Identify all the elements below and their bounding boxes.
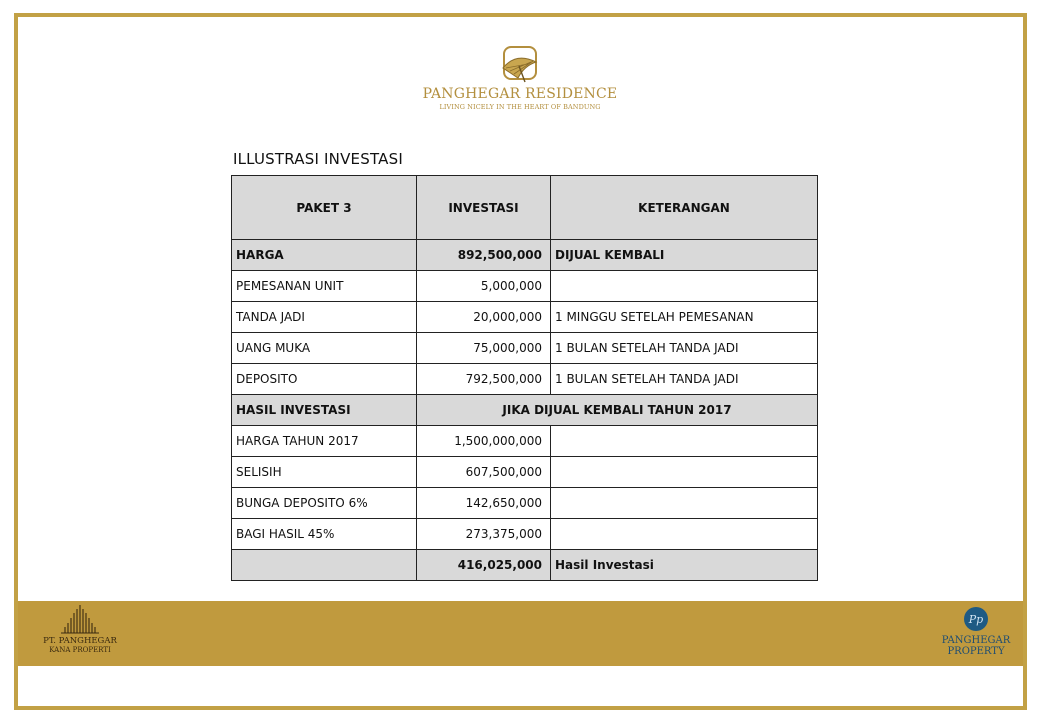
table-row	[232, 271, 818, 302]
table-row	[232, 364, 818, 395]
row-value: 5,000,000	[417, 271, 551, 302]
pt-panghegar-logo	[30, 603, 130, 654]
row-label: PEMESANAN UNIT	[232, 271, 417, 302]
row-value: 20,000,000	[417, 302, 551, 333]
row-value: 75,000,000	[417, 333, 551, 364]
row-note	[551, 457, 818, 488]
row-value: 607,500,000	[417, 457, 551, 488]
row-value: 273,375,000	[417, 519, 551, 550]
table-row	[232, 240, 818, 271]
row-note	[551, 426, 818, 457]
table-row	[232, 426, 818, 457]
table-header-row	[232, 176, 818, 240]
brand-name: PANGHEGAR RESIDENCE	[422, 86, 618, 102]
total-note: Hasil Investasi	[551, 550, 818, 581]
footer-band	[18, 601, 1023, 666]
row-note: 1 BULAN SETELAH TANDA JADI	[551, 333, 818, 364]
row-note	[551, 271, 818, 302]
section-note: JIKA DIJUAL KEMBALI TAHUN 2017	[417, 395, 818, 426]
row-note: 1 MINGGU SETELAH PEMESANAN	[551, 302, 818, 333]
document-title: ILLUSTRASI INVESTASI	[233, 150, 403, 168]
left-company-line2: KANA PROPERTI	[49, 646, 111, 654]
table-row	[232, 333, 818, 364]
section-label: HASIL INVESTASI	[232, 395, 417, 426]
row-label: UANG MUKA	[232, 333, 417, 364]
left-company-line1: PT. PANGHEGAR	[43, 636, 117, 646]
row-note	[551, 488, 818, 519]
header-investasi: INVESTASI	[417, 176, 551, 240]
row-label: BUNGA DEPOSITO 6%	[232, 488, 417, 519]
row-label: SELISIH	[232, 457, 417, 488]
panghegar-residence-logo	[420, 44, 620, 111]
table-row	[232, 519, 818, 550]
row-label: TANDA JADI	[232, 302, 417, 333]
investment-table	[231, 175, 818, 581]
umbrella-emblem-icon	[498, 44, 542, 84]
row-note	[551, 519, 818, 550]
table-row	[232, 488, 818, 519]
row-label: DEPOSITO	[232, 364, 417, 395]
panghegar-property-logo	[936, 605, 1016, 657]
table-row	[232, 302, 818, 333]
right-company-line1: PANGHEGAR	[941, 635, 1011, 646]
table-row	[232, 457, 818, 488]
total-row	[232, 550, 818, 581]
row-value: 1,500,000,000	[417, 426, 551, 457]
header-paket: PAKET 3	[232, 176, 417, 240]
row-note: 1 BULAN SETELAH TANDA JADI	[551, 364, 818, 395]
row-note: DIJUAL KEMBALI	[551, 240, 818, 271]
header-keterangan: KETERANGAN	[551, 176, 818, 240]
building-skyline-icon	[58, 603, 102, 635]
row-label: HARGA TAHUN 2017	[232, 426, 417, 457]
pp-emblem-icon	[962, 605, 990, 633]
brand-tagline: LIVING NICELY IN THE HEART OF BANDUNG	[439, 103, 601, 111]
row-label	[232, 550, 417, 581]
row-value: 142,650,000	[417, 488, 551, 519]
row-label: BAGI HASIL 45%	[232, 519, 417, 550]
total-value: 416,025,000	[417, 550, 551, 581]
svg-text:Pp: Pp	[968, 613, 984, 626]
row-value: 892,500,000	[417, 240, 551, 271]
row-value: 792,500,000	[417, 364, 551, 395]
right-company-line2: PROPERTY	[947, 646, 1005, 657]
row-label: HARGA	[232, 240, 417, 271]
section-row	[232, 395, 818, 426]
